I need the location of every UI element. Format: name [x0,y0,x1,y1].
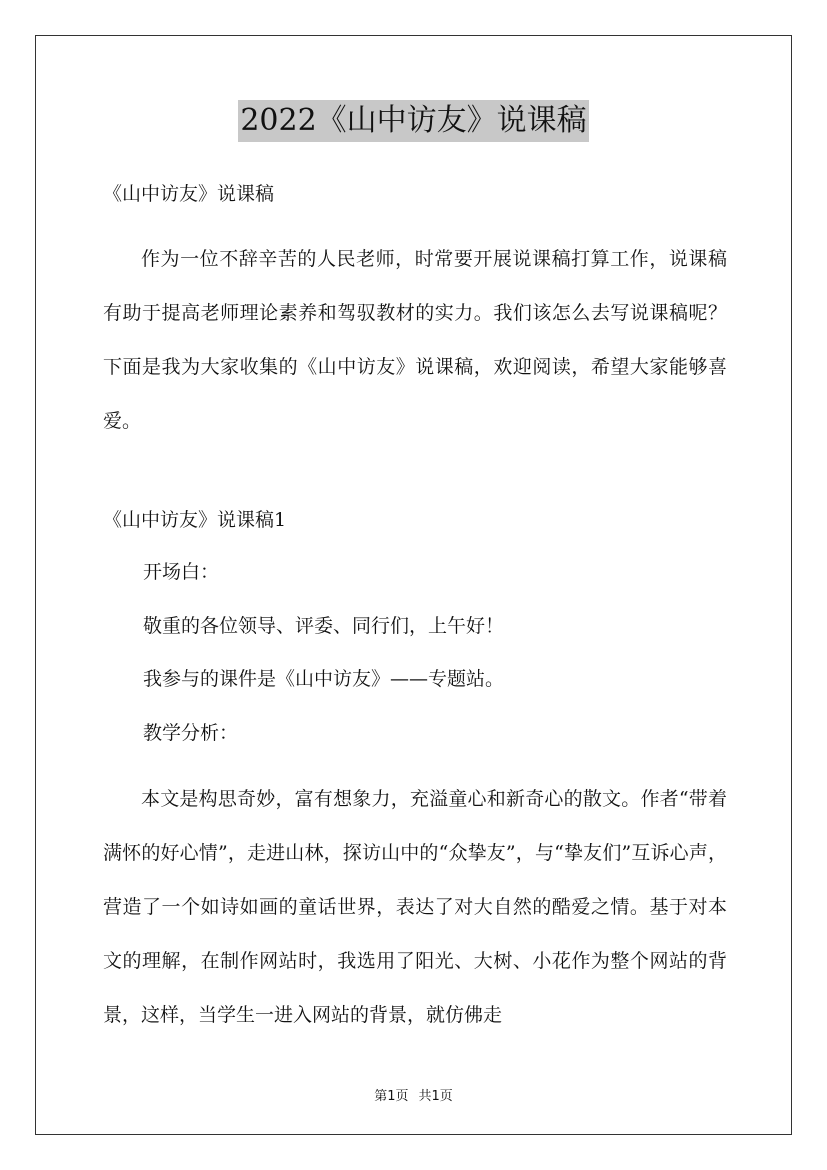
page-footer [0,1085,827,1104]
courseware-line: 我参与的课件是《山中访友》——专题站。 [143,668,505,690]
analysis-text: 本文是构思奇妙，富有想象力，充溢童心和新奇心的散文。作者“带着满怀的好心情”，走进山林，探访山中的“众挚友”，与“挚友们”互诉心声，营造了一个如诗如画的童话世界，表达了对大自然的酷爱之情。基于对本文的理解，在制作网站时，我选用了阳光、大树、小花作为整个网站的背景，这样，当学生一进入网站的背景，就仿佛走 [103,788,727,1026]
document-title [0,100,827,142]
page-total: 共1页 [418,1089,453,1104]
opening-label: 开场白： [143,561,220,583]
page-number: 第1页 [374,1089,409,1104]
intro-paragraph [103,232,727,448]
document-title-text: 2022《山中访友》说课稿 [238,100,588,142]
section-heading: 《山中访友》说课稿1 [103,509,287,531]
analysis-paragraph [103,772,727,1042]
intro-text: 作为一位不辞辛苦的人民老师，时常要开展说课稿打算工作，说课稿有助于提高老师理论素养和驾驭教材的实力。我们该怎么去写说课稿呢？下面是我为大家收集的《山中访友》说课稿，欢迎阅读，希望大家能够喜爱。 [103,248,727,432]
greeting-line: 敬重的各位领导、评委、同行们，上午好！ [143,615,505,637]
document-subtitle: 《山中访友》说课稿 [103,183,275,205]
teaching-analysis-label: 教学分析： [143,722,239,744]
